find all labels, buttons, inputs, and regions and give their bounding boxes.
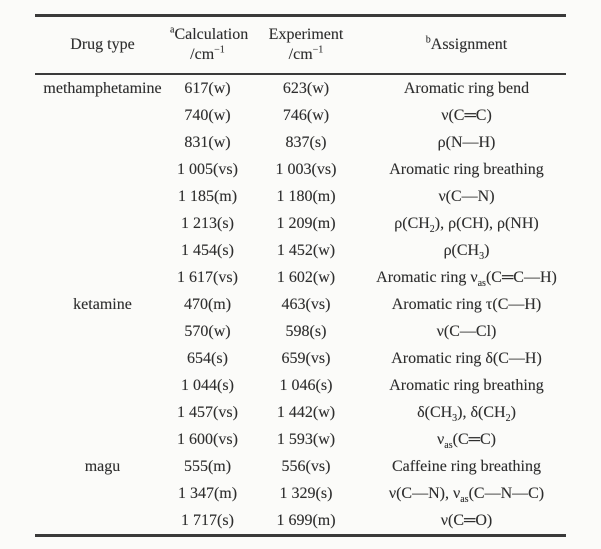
cell-experiment: 598(s) xyxy=(285,322,327,340)
cell-calculation: 1 347(m) xyxy=(177,484,238,502)
header-calculation-label: $^a$Calculation xyxy=(170,24,249,43)
cell-experiment: 556(vs) xyxy=(281,457,331,475)
table-body xyxy=(35,74,566,536)
header-row xyxy=(35,16,566,75)
cell-experiment: 659(vs) xyxy=(281,349,331,367)
cell-assignment: ρ(N—H) xyxy=(437,133,496,151)
cell-drug-type xyxy=(35,183,170,210)
cell-calculation: 470(m) xyxy=(183,295,232,313)
cell-experiment: 463(vs) xyxy=(281,295,331,313)
cell-calculation: 1 185(m) xyxy=(177,187,238,205)
cell-drug-type: ketamine xyxy=(73,295,132,313)
cell-drug-type xyxy=(35,426,170,453)
cell-experiment: 1 209(m) xyxy=(276,214,336,232)
table-row xyxy=(35,74,566,102)
cell-experiment: 1 046(s) xyxy=(279,376,333,394)
table-row xyxy=(35,480,566,507)
cell-experiment: 1 593(w) xyxy=(276,430,336,448)
cell-assignment: $\rho(CH_3)$ xyxy=(443,241,490,262)
table-row xyxy=(35,102,566,129)
cell-experiment: 1 442(w) xyxy=(276,403,336,421)
cell-experiment: 746(w) xyxy=(282,106,330,124)
cell-assignment: Aromatic ring τ(C—H) xyxy=(391,295,542,313)
cell-experiment: 1 699(m) xyxy=(276,511,336,529)
table-row xyxy=(35,291,566,318)
cell-drug-type xyxy=(35,480,170,507)
cell-assignment: Aromatic ring $\nu_{as}(C═C—H)$ xyxy=(376,268,557,289)
cell-calculation: 1 213(s) xyxy=(181,214,234,232)
cell-drug-type xyxy=(35,399,170,426)
header-assignment-label: $^b$Assignment xyxy=(425,34,508,53)
cell-assignment: ν(C—N) xyxy=(438,187,495,205)
cell-calculation: 1 044(s) xyxy=(181,376,234,394)
header-calculation-unit: $/cm^{-1}$ xyxy=(190,44,225,63)
cell-drug-type: magu xyxy=(84,457,121,475)
cell-experiment: 837(s) xyxy=(285,133,327,151)
cell-assignment: ν(C═C) xyxy=(441,106,492,124)
cell-drug-type: methamphetamine xyxy=(43,79,162,97)
cell-calculation: 1 457(vs) xyxy=(177,403,238,421)
cell-assignment: $\delta(CH_3)$, $\delta(CH_2)$ xyxy=(417,403,516,424)
cell-assignment: $\nu_{as}(C═C)$ xyxy=(437,430,496,451)
cell-calculation: 831(w) xyxy=(184,133,231,151)
table-row xyxy=(35,264,566,291)
cell-experiment: 1 602(w) xyxy=(276,268,336,286)
cell-assignment: ν(C—Cl) xyxy=(436,322,497,340)
header-drug-type xyxy=(35,16,170,75)
table-header xyxy=(35,16,566,75)
table-row xyxy=(35,318,566,345)
cell-drug-type xyxy=(35,102,170,129)
header-experiment-unit: $/cm^{-1}$ xyxy=(288,44,324,63)
cell-drug-type xyxy=(35,129,170,156)
table-row xyxy=(35,426,566,453)
cell-calculation: 740(w) xyxy=(184,106,231,124)
cell-calculation: 1 600(vs) xyxy=(177,430,238,448)
cell-assignment: Aromatic ring δ(C—H) xyxy=(391,349,542,367)
table-row xyxy=(35,507,566,536)
cell-assignment: Aromatic ring breathing xyxy=(389,160,544,178)
cell-drug-type xyxy=(35,210,170,237)
cell-calculation: 654(s) xyxy=(187,349,228,367)
header-calculation xyxy=(170,16,249,75)
cell-calculation: 1 617(vs) xyxy=(177,268,238,286)
header-experiment xyxy=(245,16,367,75)
cell-experiment: 1 003(vs) xyxy=(275,160,337,178)
cell-assignment: ν(C—N), $\nu_{as}(C—N—C)$ xyxy=(388,484,545,505)
cell-experiment: 1 452(w) xyxy=(276,241,336,259)
header-experiment-label: Experiment xyxy=(268,26,344,43)
cell-drug-type xyxy=(35,237,170,264)
cell-drug-type xyxy=(35,372,170,399)
cell-assignment: Aromatic ring bend xyxy=(403,79,530,97)
table-row xyxy=(35,129,566,156)
cell-experiment: 623(w) xyxy=(282,79,330,97)
cell-calculation: 1 454(s) xyxy=(181,241,234,259)
cell-drug-type xyxy=(35,156,170,183)
table-row xyxy=(35,399,566,426)
table-row xyxy=(35,453,566,480)
cell-drug-type xyxy=(35,264,170,291)
cell-assignment: Caffeine ring breathing xyxy=(392,457,541,475)
cell-assignment: Aromatic ring breathing xyxy=(389,376,544,394)
header-assignment xyxy=(367,16,566,75)
cell-calculation: 555(m) xyxy=(183,457,232,475)
cell-experiment: 1 180(m) xyxy=(276,187,336,205)
cell-experiment: 1 329(s) xyxy=(279,484,333,502)
table-row xyxy=(35,183,566,210)
cell-drug-type xyxy=(35,345,170,372)
table-row xyxy=(35,237,566,264)
table-row xyxy=(35,156,566,183)
cell-calculation: 617(w) xyxy=(184,79,231,97)
table-row xyxy=(35,372,566,399)
cell-calculation: 570(w) xyxy=(184,322,231,340)
cell-assignment: $\rho(CH_2)$, ρ(CH), ρ(NH) xyxy=(394,214,539,235)
cell-calculation: 1 005(vs) xyxy=(177,160,238,178)
raman-assignment-table xyxy=(35,14,566,537)
cell-calculation: 1 717(s) xyxy=(181,511,234,529)
cell-assignment: ν(C═O) xyxy=(440,511,493,529)
cell-drug-type xyxy=(35,507,170,536)
table-row xyxy=(35,210,566,237)
cell-drug-type xyxy=(35,318,170,345)
header-drug-type-label: Drug type xyxy=(70,36,135,53)
table-row xyxy=(35,345,566,372)
